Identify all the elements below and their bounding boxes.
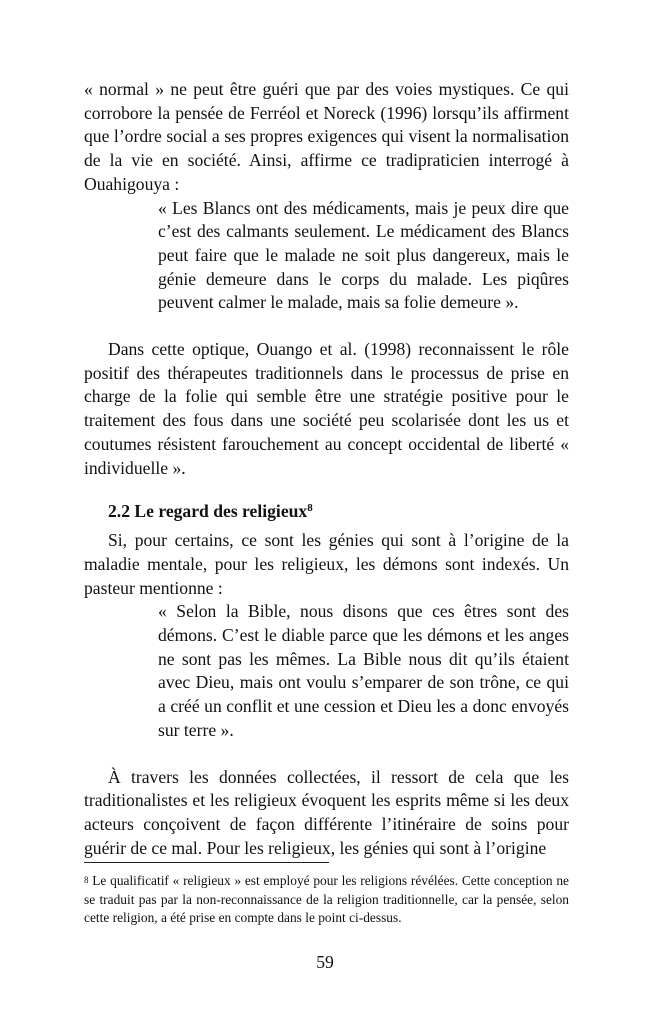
page-number: 59 (316, 952, 334, 972)
paragraph-4: À travers les données collectées, il ressort de cela que les traditionalistes et les religieux évoquent les esprits même si les deux acteurs conçoivent de façon différente l’itinéraire de soins pour guérir de ce mal. Pour les religieux, les génies qui sont à l’origine (84, 766, 569, 858)
footnote (84, 872, 569, 928)
footnote-ref: 8 (307, 502, 313, 515)
page-body (84, 78, 569, 860)
quote-pasteur: « Selon la Bible, nous disons que ces êtres sont des démons. C’est le diable parce que les démons et les anges ne sont pas les mêmes. La Bible nous dit qu’ils étaient avec Dieu, mais ont voulu s’emparer de son trône, ce qui a créé un conflit et une cession et Dieu les a donc envoyés sur terre ». (158, 601, 569, 740)
paragraph-1: « normal » ne peut être guéri que par des voies mystiques. Ce qui corrobore la pensée de Ferréol et Noreck (1996) lorsqu’ils affirment que l’ordre social a ses propres exigences qui visent la normalisation de la vie en société. Ainsi, affirme ce tradipraticien interrogé à Ouahigouya : (84, 79, 569, 194)
quote-tradipraticien: « Les Blancs ont des médicaments, mais je peux dire que c’est des calmants seulement. Le médicament des Blancs peut faire que le malade ne soit plus dangereux, mais le génie demeure dans le corps du malade. Les piqûres peuvent calmer le malade, mais sa folie demeure ». (158, 197, 569, 313)
footnote-separator (84, 862, 329, 863)
footnote-text: Le qualificatif « religieux » est employé pour les religions révélées. Cette conception ne se traduit pas par la non-reconnaissance de la religion traditionnelle, car la pensée, selon cette religion, a été prise en compte dans le point ci-dessus. (84, 873, 569, 926)
footnote-number: 8 (84, 875, 89, 885)
paragraph-3: Si, pour certains, ce sont les génies qui sont à l’origine de la maladie mentale, pour les religieux, les démons sont indexés. Un pasteur mentionne : (84, 530, 569, 598)
paragraph-2: Dans cette optique, Ouango et al. (1998) reconnaissent le rôle positif des thérapeutes traditionnels dans le processus de prise en charge de la folie qui semble être une stratégie positive pour le traitement des fous dans une société peu scolarisée dont les us et coutumes résistent farouchement au concept occidental de liberté « individuelle ». (84, 339, 569, 478)
section-heading-text: 2.2 Le regard des religieux (108, 501, 308, 522)
section-heading (108, 500, 569, 523)
